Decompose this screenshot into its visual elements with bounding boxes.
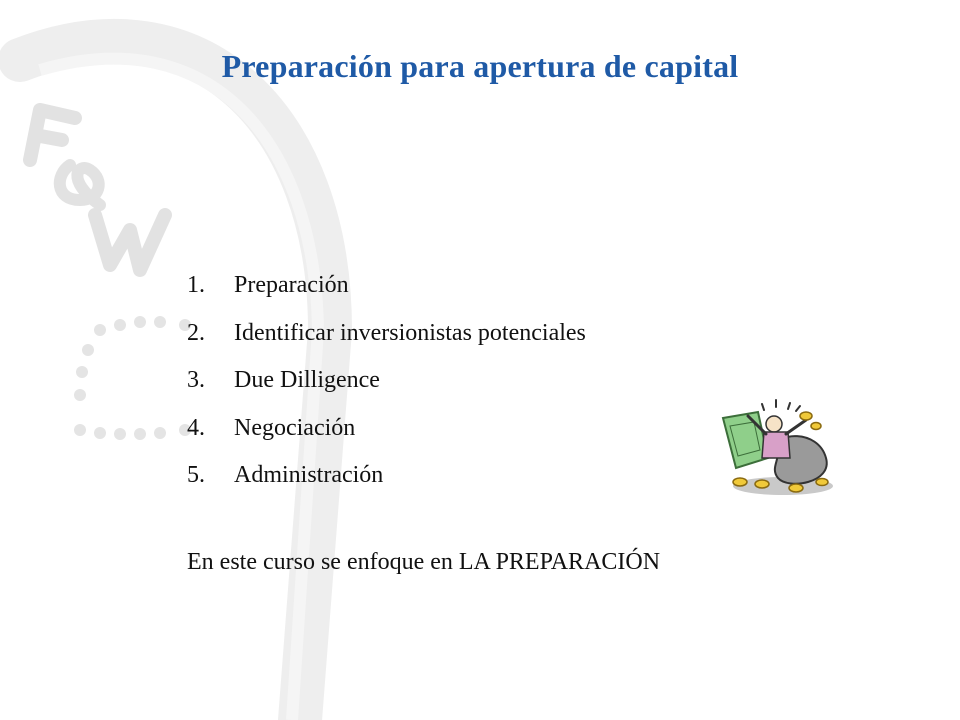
list-item	[187, 367, 586, 415]
list-item	[187, 272, 586, 320]
step-number: 3.	[187, 367, 205, 393]
list-item	[187, 320, 586, 368]
step-label: Administración	[234, 462, 384, 488]
list-item	[187, 415, 586, 463]
steps-list	[187, 272, 586, 510]
step-number: 1.	[187, 272, 205, 298]
step-label: Negociación	[234, 414, 356, 441]
slide-title: Preparación para apertura de capital	[221, 48, 739, 84]
list-item	[187, 462, 586, 510]
step-label: Identificar inversionistas potenciales	[234, 319, 586, 346]
course-focus-note: En este curso se enfoque en LA PREPARACIÓN	[187, 549, 661, 575]
step-number: 5.	[187, 462, 205, 488]
step-number: 4.	[187, 414, 205, 441]
step-label: Preparación	[234, 272, 349, 298]
step-label: Due Dilligence	[234, 367, 380, 393]
money-celebration-icon	[718, 398, 836, 498]
step-number: 2.	[187, 319, 205, 346]
